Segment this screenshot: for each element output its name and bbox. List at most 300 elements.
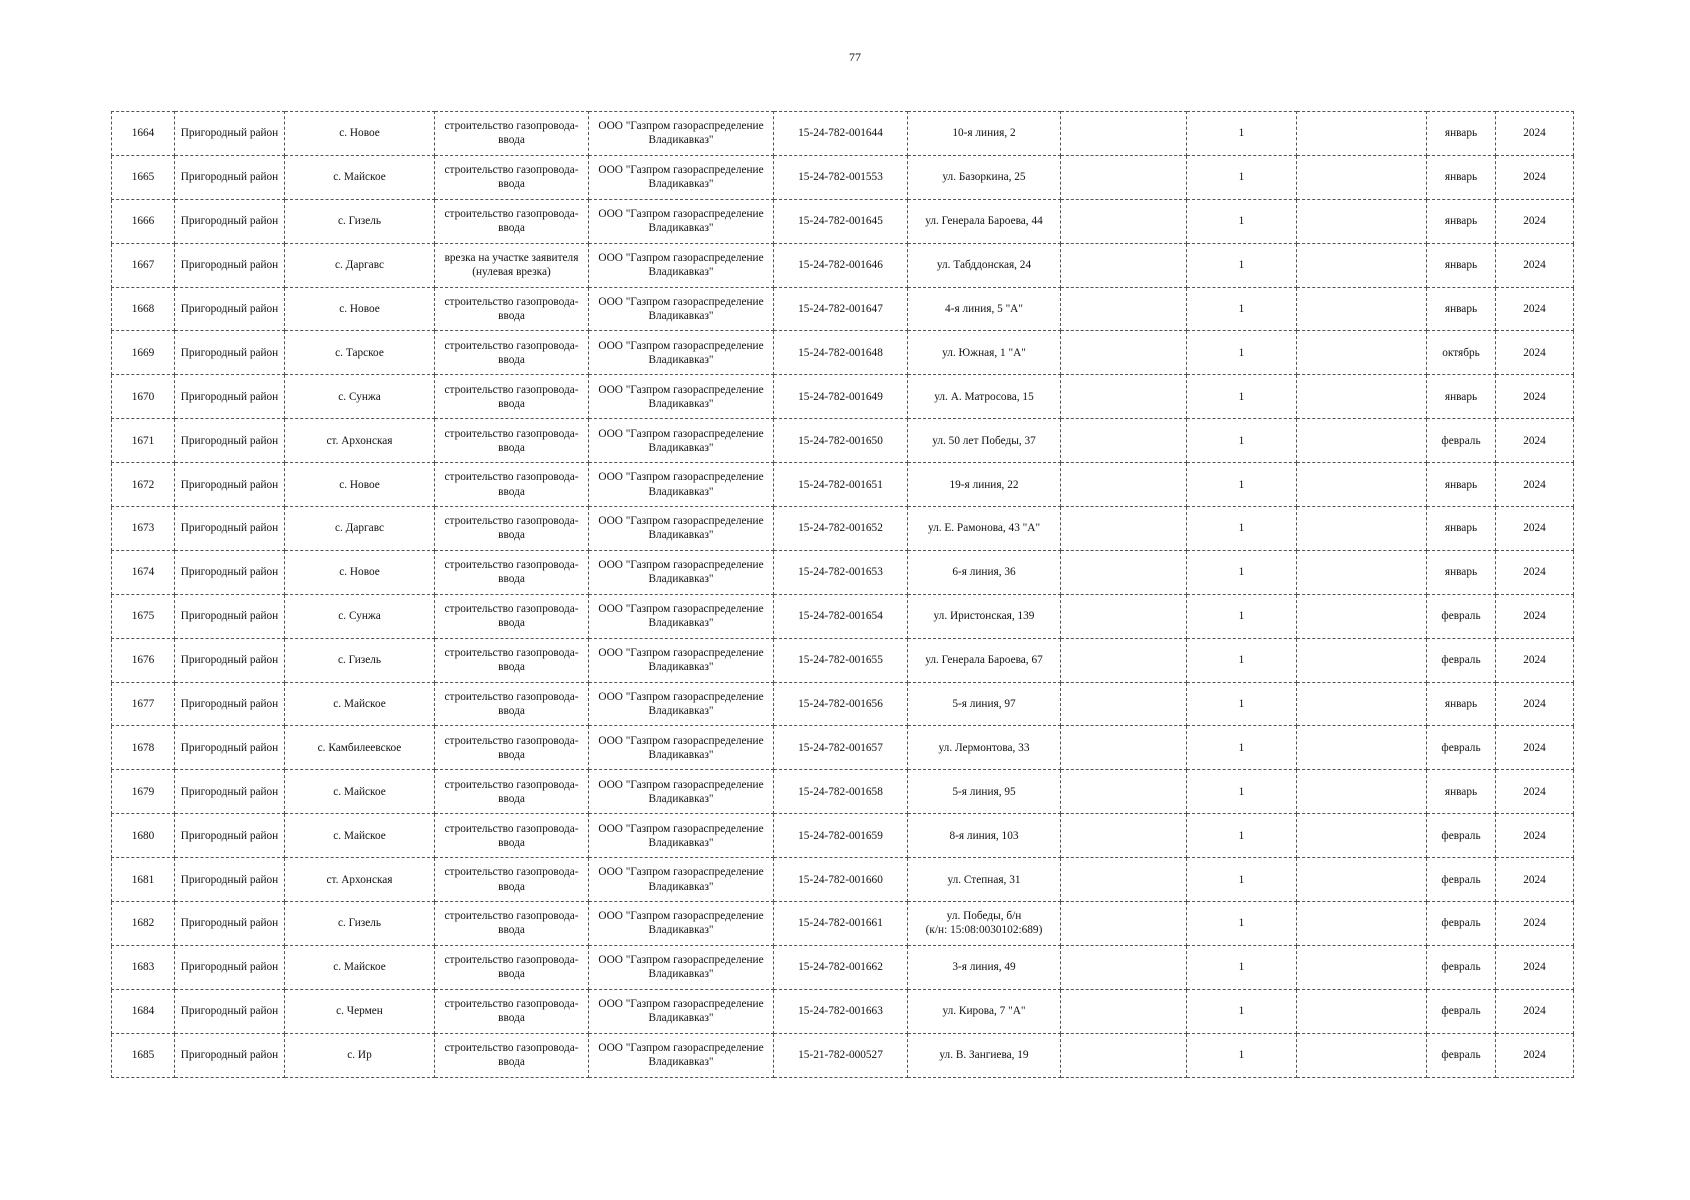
code-cell-text: 15-24-782-001649 <box>798 390 883 403</box>
empty-cell <box>1297 331 1427 375</box>
code-cell-text: 15-24-782-001650 <box>798 434 883 447</box>
quantity-cell-text: 1 <box>1238 654 1245 667</box>
work-type-cell-text: строительство газопровода- <box>444 208 579 221</box>
empty-cell <box>1297 550 1427 594</box>
settlement-cell <box>285 199 435 243</box>
row-number-text: 1670 <box>131 390 155 403</box>
address-cell-text: 6-я линия, 36 <box>952 566 1016 579</box>
district-cell-text: Пригородный район <box>180 873 279 886</box>
empty-cell <box>1061 550 1187 594</box>
quantity-cell-text: 1 <box>1238 697 1245 710</box>
work-type-cell-text: ввода <box>498 1012 525 1025</box>
settlement-cell-text: с. Майское <box>333 961 386 974</box>
settlement-cell <box>285 550 435 594</box>
address-cell-text: 5-я линия, 95 <box>952 785 1016 798</box>
work-type-cell <box>435 858 589 902</box>
organization-cell-text: Владикавказ" <box>648 441 714 454</box>
work-type-cell-text: строительство газопровода- <box>444 1042 579 1055</box>
year-cell-text: 2024 <box>1523 171 1546 184</box>
row-number-text: 1669 <box>131 346 155 359</box>
row-number <box>112 682 175 726</box>
work-type-cell-text: ввода <box>498 968 525 981</box>
quantity-cell-text: 1 <box>1238 522 1245 535</box>
district-cell <box>175 682 285 726</box>
work-type-cell-text: ввода <box>498 529 525 542</box>
year-cell-text: 2024 <box>1523 478 1546 491</box>
month-cell <box>1427 858 1496 902</box>
code-cell-text: 15-24-782-001553 <box>798 171 883 184</box>
code-cell <box>774 682 908 726</box>
address-cell-text: ул. Кирова, 7 "А" <box>942 1005 1026 1018</box>
quantity-cell-text: 1 <box>1238 1049 1245 1062</box>
empty-cell <box>1061 419 1187 463</box>
settlement-cell-text: с. Гизель <box>337 215 382 228</box>
code-cell-text: 15-24-782-001652 <box>798 522 883 535</box>
code-cell-text: 15-24-782-001655 <box>798 654 883 667</box>
organization-cell-text: ООО "Газпром газораспределение <box>598 866 764 879</box>
row-number <box>112 243 175 287</box>
work-type-cell <box>435 1033 589 1077</box>
district-cell <box>175 331 285 375</box>
month-cell <box>1427 945 1496 989</box>
organization-cell <box>589 989 774 1033</box>
organization-cell-text: ООО "Газпром газораспределение <box>598 252 764 264</box>
year-cell <box>1496 638 1574 682</box>
year-cell-text: 2024 <box>1523 785 1546 798</box>
district-cell-text: Пригородный район <box>180 522 279 535</box>
district-cell-text: Пригородный район <box>180 215 279 228</box>
year-cell-text: 2024 <box>1523 741 1546 754</box>
organization-cell-text: ООО "Газпром газораспределение <box>598 383 764 396</box>
settlement-cell-text: с. Майское <box>333 829 386 842</box>
month-cell <box>1427 594 1496 638</box>
row-number <box>112 594 175 638</box>
settlement-cell <box>285 858 435 902</box>
quantity-cell-text: 1 <box>1238 917 1245 930</box>
code-cell <box>774 1033 908 1077</box>
district-cell <box>175 112 285 156</box>
address-cell <box>908 902 1061 946</box>
table-row <box>112 902 1574 946</box>
month-cell-text: январь <box>1444 478 1478 491</box>
row-number <box>112 419 175 463</box>
year-cell <box>1496 507 1574 551</box>
quantity-cell <box>1187 112 1297 156</box>
organization-cell <box>589 112 774 156</box>
code-cell-text: 15-24-782-001644 <box>798 127 883 140</box>
table-row <box>112 858 1574 902</box>
organization-cell-text: Владикавказ" <box>648 1012 714 1025</box>
quantity-cell-text: 1 <box>1238 829 1245 842</box>
address-cell <box>908 770 1061 814</box>
district-cell <box>175 419 285 463</box>
organization-cell <box>589 243 774 287</box>
empty-cell <box>1061 375 1187 419</box>
row-number <box>112 199 175 243</box>
row-number-text: 1673 <box>131 522 155 535</box>
work-type-cell <box>435 331 589 375</box>
work-type-cell <box>435 945 589 989</box>
work-type-cell <box>435 287 589 331</box>
table-row <box>112 331 1574 375</box>
year-cell-text: 2024 <box>1523 1005 1546 1018</box>
district-cell <box>175 463 285 507</box>
settlement-cell-text: с. Даргавс <box>335 259 384 272</box>
month-cell <box>1427 287 1496 331</box>
organization-cell <box>589 287 774 331</box>
code-cell-text: 15-24-782-001648 <box>798 346 883 359</box>
empty-cell <box>1297 682 1427 726</box>
row-number <box>112 770 175 814</box>
month-cell <box>1427 770 1496 814</box>
work-type-cell-text: (нулевая врезка) <box>472 266 551 279</box>
empty-cell <box>1297 858 1427 902</box>
address-cell <box>908 1033 1061 1077</box>
year-cell <box>1496 1033 1574 1077</box>
district-cell-text: Пригородный район <box>180 434 279 447</box>
year-cell-text: 2024 <box>1523 917 1546 930</box>
district-cell-text: Пригородный район <box>180 302 279 315</box>
code-cell <box>774 858 908 902</box>
district-cell <box>175 1033 285 1077</box>
work-type-cell-text: строительство газопровода- <box>444 120 579 133</box>
quantity-cell <box>1187 858 1297 902</box>
organization-cell-text: ООО "Газпром газораспределение <box>598 515 764 528</box>
year-cell-text: 2024 <box>1523 829 1546 842</box>
row-number <box>112 1033 175 1077</box>
empty-cell <box>1061 858 1187 902</box>
row-number <box>112 550 175 594</box>
month-cell <box>1427 375 1496 419</box>
settlement-cell <box>285 1033 435 1077</box>
organization-cell-text: ООО "Газпром газораспределение <box>598 559 764 572</box>
district-cell-text: Пригородный район <box>180 610 279 623</box>
quantity-cell-text: 1 <box>1238 302 1245 315</box>
district-cell <box>175 594 285 638</box>
address-cell <box>908 331 1061 375</box>
settlement-cell <box>285 243 435 287</box>
district-cell-text: Пригородный район <box>180 917 279 930</box>
code-cell <box>774 375 908 419</box>
registry-rows <box>112 112 1574 1078</box>
empty-cell <box>1297 375 1427 419</box>
work-type-cell-text: строительство газопровода- <box>444 954 579 967</box>
month-cell-text: февраль <box>1441 610 1481 623</box>
year-cell <box>1496 419 1574 463</box>
registry-table <box>111 111 1574 1078</box>
organization-cell-text: Владикавказ" <box>648 661 714 674</box>
work-type-cell <box>435 199 589 243</box>
address-cell-text: ул. Южная, 1 "А" <box>942 346 1026 359</box>
code-cell <box>774 989 908 1033</box>
row-number-text: 1684 <box>131 1005 155 1018</box>
settlement-cell <box>285 989 435 1033</box>
month-cell <box>1427 243 1496 287</box>
address-cell <box>908 638 1061 682</box>
district-cell-text: Пригородный район <box>180 390 279 403</box>
month-cell <box>1427 507 1496 551</box>
year-cell <box>1496 287 1574 331</box>
work-type-cell <box>435 770 589 814</box>
empty-cell <box>1297 243 1427 287</box>
address-cell <box>908 594 1061 638</box>
quantity-cell-text: 1 <box>1238 566 1245 579</box>
quantity-cell-text: 1 <box>1238 215 1245 228</box>
organization-cell-text: ООО "Газпром газораспределение <box>598 690 764 703</box>
page-number: 77 <box>849 50 861 64</box>
month-cell-text: январь <box>1444 215 1478 228</box>
work-type-cell-text: ввода <box>498 222 525 235</box>
quantity-cell <box>1187 726 1297 770</box>
row-number <box>112 331 175 375</box>
settlement-cell <box>285 507 435 551</box>
quantity-cell-text: 1 <box>1238 171 1245 184</box>
address-cell-text: 10-я линия, 2 <box>952 127 1016 140</box>
table-row <box>112 682 1574 726</box>
code-cell-text: 15-24-782-001661 <box>798 917 883 930</box>
organization-cell-text: Владикавказ" <box>648 836 714 849</box>
year-cell-text: 2024 <box>1523 302 1546 315</box>
work-type-cell-text: строительство газопровода- <box>444 164 579 177</box>
work-type-cell-text: строительство газопровода- <box>444 295 579 308</box>
settlement-cell <box>285 112 435 156</box>
organization-cell <box>589 375 774 419</box>
code-cell <box>774 155 908 199</box>
month-cell <box>1427 463 1496 507</box>
district-cell <box>175 945 285 989</box>
district-cell <box>175 550 285 594</box>
quantity-cell-text: 1 <box>1238 610 1245 623</box>
settlement-cell-text: с. Тарское <box>335 346 384 359</box>
work-type-cell <box>435 463 589 507</box>
address-cell-text: 5-я линия, 97 <box>952 697 1016 710</box>
empty-cell <box>1061 155 1187 199</box>
month-cell-text: январь <box>1444 259 1478 272</box>
organization-cell <box>589 331 774 375</box>
address-cell <box>908 112 1061 156</box>
code-cell <box>774 594 908 638</box>
quantity-cell <box>1187 419 1297 463</box>
code-cell-text: 15-24-782-001657 <box>798 741 883 754</box>
organization-cell <box>589 682 774 726</box>
table-row <box>112 419 1574 463</box>
row-number <box>112 463 175 507</box>
settlement-cell <box>285 287 435 331</box>
month-cell-text: февраль <box>1441 434 1481 447</box>
code-cell <box>774 419 908 463</box>
organization-cell <box>589 594 774 638</box>
table-row <box>112 243 1574 287</box>
empty-cell <box>1061 463 1187 507</box>
month-cell-text: январь <box>1444 566 1478 579</box>
address-cell-text: ул. Генерала Бароева, 44 <box>925 215 1043 228</box>
month-cell <box>1427 814 1496 858</box>
table-row <box>112 155 1574 199</box>
district-cell-text: Пригородный район <box>180 259 279 272</box>
settlement-cell-text: с. Новое <box>339 478 380 491</box>
table-row <box>112 507 1574 551</box>
month-cell <box>1427 112 1496 156</box>
address-cell-text: (к/н: 15:08:0030102:689) <box>925 924 1043 937</box>
empty-cell <box>1297 1033 1427 1077</box>
code-cell <box>774 507 908 551</box>
table-row <box>112 463 1574 507</box>
organization-cell-text: ООО "Газпром газораспределение <box>598 471 764 484</box>
organization-cell <box>589 199 774 243</box>
row-number <box>112 902 175 946</box>
settlement-cell-text: с. Чермен <box>336 1005 383 1018</box>
month-cell <box>1427 902 1496 946</box>
address-cell-text: 8-я линия, 103 <box>949 829 1019 842</box>
district-cell <box>175 287 285 331</box>
code-cell <box>774 726 908 770</box>
work-type-cell <box>435 726 589 770</box>
code-cell-text: 15-24-782-001659 <box>798 829 883 842</box>
quantity-cell-text: 1 <box>1238 478 1245 491</box>
settlement-cell-text: с. Ир <box>347 1049 372 1062</box>
organization-cell-text: ООО "Газпром газораспределение <box>598 295 764 308</box>
row-number <box>112 507 175 551</box>
organization-cell-text: ООО "Газпром газораспределение <box>598 910 764 923</box>
work-type-cell <box>435 638 589 682</box>
empty-cell <box>1297 463 1427 507</box>
settlement-cell-text: с. Гизель <box>337 917 382 930</box>
quantity-cell <box>1187 550 1297 594</box>
settlement-cell-text: с. Новое <box>339 566 380 579</box>
quantity-cell <box>1187 199 1297 243</box>
organization-cell-text: Владикавказ" <box>648 705 714 718</box>
organization-cell-text: Владикавказ" <box>648 266 714 279</box>
empty-cell <box>1061 682 1187 726</box>
code-cell-text: 15-24-782-001654 <box>798 610 883 623</box>
year-cell <box>1496 199 1574 243</box>
code-cell-text: 15-24-782-001656 <box>798 697 883 710</box>
organization-cell-text: ООО "Газпром газораспределение <box>598 339 764 352</box>
address-cell <box>908 463 1061 507</box>
work-type-cell-text: ввода <box>498 310 525 322</box>
district-cell <box>175 507 285 551</box>
settlement-cell-text: с. Майское <box>333 785 386 798</box>
address-cell <box>908 155 1061 199</box>
address-cell <box>908 419 1061 463</box>
year-cell-text: 2024 <box>1523 566 1546 579</box>
row-number <box>112 989 175 1033</box>
code-cell <box>774 770 908 814</box>
year-cell <box>1496 243 1574 287</box>
address-cell <box>908 550 1061 594</box>
address-cell-text: ул. В. Зангиева, 19 <box>939 1049 1029 1062</box>
empty-cell <box>1297 199 1427 243</box>
empty-cell <box>1297 770 1427 814</box>
row-number-text: 1683 <box>131 961 155 974</box>
address-cell <box>908 243 1061 287</box>
row-number <box>112 858 175 902</box>
empty-cell <box>1061 507 1187 551</box>
quantity-cell-text: 1 <box>1238 961 1245 974</box>
month-cell-text: февраль <box>1441 961 1481 974</box>
settlement-cell-text: с. Сунжа <box>338 390 381 403</box>
quantity-cell <box>1187 155 1297 199</box>
organization-cell-text: Владикавказ" <box>648 880 714 893</box>
work-type-cell-text: ввода <box>498 617 525 630</box>
organization-cell-text: Владикавказ" <box>648 617 714 630</box>
address-cell-text: ул. Табддонская, 24 <box>936 259 1032 272</box>
address-cell-text: ул. Е. Рамонова, 43 "А" <box>927 522 1041 535</box>
month-cell <box>1427 550 1496 594</box>
address-cell <box>908 199 1061 243</box>
code-cell-text: 15-21-782-000527 <box>798 1049 883 1062</box>
organization-cell <box>589 726 774 770</box>
quantity-cell <box>1187 287 1297 331</box>
district-cell <box>175 638 285 682</box>
settlement-cell <box>285 155 435 199</box>
organization-cell-text: Владикавказ" <box>648 178 714 191</box>
code-cell <box>774 243 908 287</box>
month-cell <box>1427 419 1496 463</box>
code-cell <box>774 199 908 243</box>
work-type-cell <box>435 155 589 199</box>
year-cell <box>1496 112 1574 156</box>
settlement-cell <box>285 726 435 770</box>
address-cell-text: 3-я линия, 49 <box>952 961 1016 974</box>
month-cell-text: январь <box>1444 785 1478 798</box>
month-cell <box>1427 331 1496 375</box>
work-type-cell-text: строительство газопровода- <box>444 339 579 352</box>
row-number-text: 1679 <box>131 785 155 798</box>
empty-cell <box>1061 814 1187 858</box>
year-cell-text: 2024 <box>1523 434 1546 447</box>
organization-cell-text: Владикавказ" <box>648 968 714 981</box>
year-cell-text: 2024 <box>1523 346 1546 359</box>
district-cell <box>175 375 285 419</box>
district-cell-text: Пригородный район <box>180 654 279 667</box>
organization-cell-text: Владикавказ" <box>648 397 714 410</box>
empty-cell <box>1297 287 1427 331</box>
year-cell <box>1496 770 1574 814</box>
organization-cell-text: Владикавказ" <box>648 222 714 235</box>
quantity-cell-text: 1 <box>1238 785 1245 798</box>
settlement-cell-text: с. Майское <box>333 697 386 710</box>
district-cell-text: Пригородный район <box>180 127 279 140</box>
empty-cell <box>1061 726 1187 770</box>
year-cell-text: 2024 <box>1523 259 1546 272</box>
year-cell-text: 2024 <box>1523 127 1546 140</box>
year-cell-text: 2024 <box>1523 610 1546 623</box>
quantity-cell-text: 1 <box>1238 259 1245 272</box>
organization-cell <box>589 638 774 682</box>
empty-cell <box>1061 287 1187 331</box>
code-cell-text: 15-24-782-001651 <box>798 478 883 491</box>
organization-cell-text: ООО "Газпром газораспределение <box>598 120 764 133</box>
year-cell <box>1496 550 1574 594</box>
code-cell-text: 15-24-782-001645 <box>798 215 883 228</box>
district-cell <box>175 155 285 199</box>
address-cell-text: ул. 50 лет Победы, 37 <box>932 434 1036 447</box>
year-cell-text: 2024 <box>1523 697 1546 710</box>
district-cell-text: Пригородный район <box>180 566 279 579</box>
organization-cell <box>589 550 774 594</box>
organization-cell-text: ООО "Газпром газораспределение <box>598 778 764 791</box>
settlement-cell-text: с. Майское <box>333 171 386 184</box>
settlement-cell <box>285 594 435 638</box>
settlement-cell <box>285 331 435 375</box>
quantity-cell-text: 1 <box>1238 434 1245 447</box>
year-cell <box>1496 858 1574 902</box>
year-cell <box>1496 814 1574 858</box>
district-cell <box>175 902 285 946</box>
quantity-cell-text: 1 <box>1238 346 1245 359</box>
settlement-cell <box>285 638 435 682</box>
